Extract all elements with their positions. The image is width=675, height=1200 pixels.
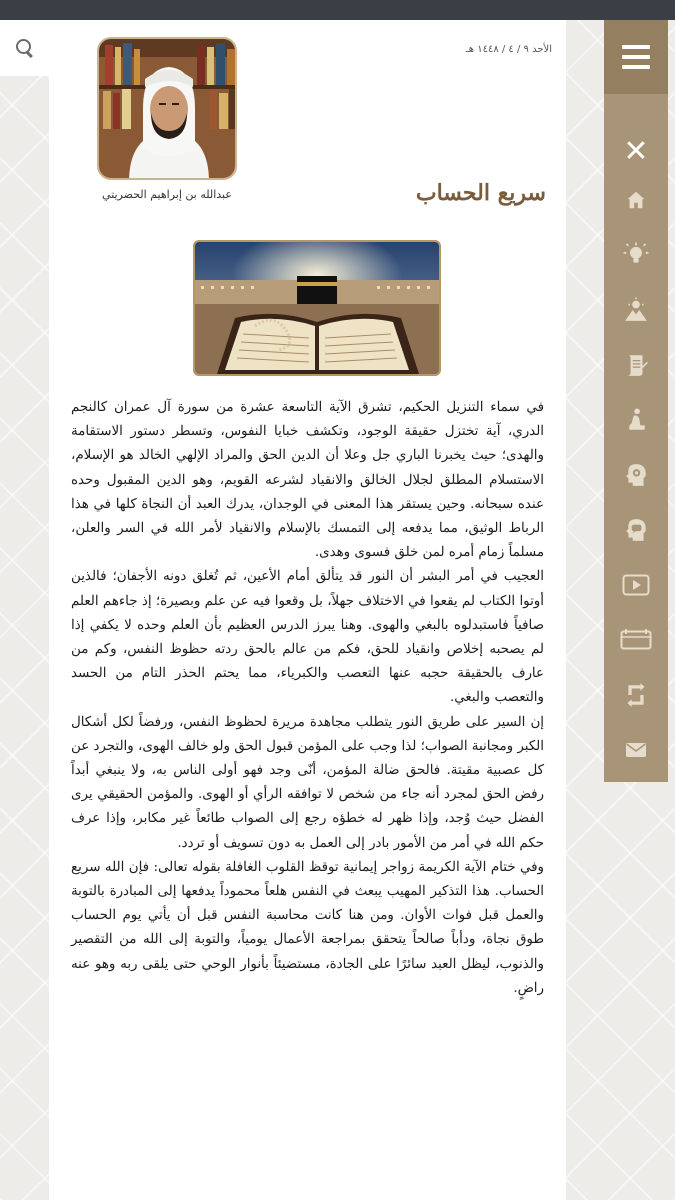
article-paragraph: إن السير على طريق النور يتطلب مجاهدة مريرة لحظوظ النفس، ورفضاً لكل أشكال الكبر ومجانبة الصواب؛ لذا وجب على المؤمن قبول الحق ولو خالف الهوى، والتجرد عن كل عصبية مقيتة. فالحق ضالة المؤمن، أنّى وجد فهو أولى الناس به، ولا ينبغي أبداً رفض الحق لمجرد أنه جاء من شخص لا توافقه الرأي أو الهوى. والمؤمن الحقيقي يرى الفضل حيث وُجد، وإذا ظهر له خطؤه رجع إلى الصواب طائعاً غير مكابر، وإذا عرف حكم الله في أمر من الأمور بادر إلى العمل به دون تسويف أو تردد. bbox=[71, 714, 544, 851]
menu-item-worship[interactable] bbox=[604, 400, 668, 440]
menu-item-ideas[interactable] bbox=[604, 235, 668, 275]
head-gear-icon bbox=[623, 462, 649, 488]
author-name: عبدالله بن إبراهيم الحضريتي bbox=[102, 188, 232, 201]
scroll-icon bbox=[623, 352, 649, 378]
article-paragraph: وفي ختام الآية الكريمة زواجر إيمانية توقظ القلوب الغافلة بقوله تعالى: فإن الله سريع الحساب. هذا التذكير المهيب يبعث في النفس هلعاً محموداً يدفعها إلى المبادرة بالتوبة والعمل قبل فوات الأوان. ومن هنا كانت محاسبة النفس قبل أن يأتي يوم الحساب طوق نجاة، ودأباً صالحاً يتحقق بمراجعة الأعمال يومياً، والتوبة إلى الله من التقصير والذنوب، ليظل العبد سائرًا على الجادة، مستضيئاً بأنوار الوحي حتى يلقى ربه وهو عنه راضٍ. bbox=[71, 859, 544, 996]
menu-item-contact[interactable] bbox=[604, 730, 668, 770]
menu-item-articles[interactable] bbox=[604, 345, 668, 385]
close-menu-button[interactable] bbox=[604, 132, 668, 172]
article-date: الأحد ٩ / ٤ / ١٤٤٨ هـ bbox=[465, 44, 552, 55]
sync-icon bbox=[623, 682, 649, 708]
status-bar bbox=[0, 0, 675, 20]
play-video-icon bbox=[622, 573, 650, 597]
lightbulb-icon bbox=[623, 242, 649, 268]
mail-icon bbox=[624, 740, 648, 760]
menu-item-home[interactable] bbox=[604, 180, 668, 220]
article-title: سريع الحساب bbox=[415, 180, 546, 206]
menu-item-events[interactable] bbox=[604, 620, 668, 660]
ticket-icon bbox=[620, 628, 652, 652]
head-speech-icon bbox=[623, 517, 649, 543]
menu-item-discussion[interactable] bbox=[604, 510, 668, 550]
burger-menu-icon bbox=[622, 45, 650, 69]
article-paragraph: العجيب في أمر البشر أن النور قد يتألق أمام الأعين، ثم تُغلق دونه الأجفان؛ فالذين أوتوا الكتاب لم يقعوا في الاختلاف جهلاً، بل وقعوا فيه عن علم وبصيرة؛ إذ جاءهم العلم صافياً فاستبدلوه بالبغي والهوى. وهنا يبرز الدرس العظيم بأن العلم وحده لا يكفي إذا لم يصحبه إخلاص وانقياد للحق، فكم من عالم بالحق ردته حظوظ النفس، وكم من عارف بالحقيقة حجبه عنها التعصب والكبرياء، مما يحتم الحذر التام من الحسد والتعصب والبغي. bbox=[71, 569, 544, 706]
search-icon bbox=[15, 38, 35, 58]
menu-item-sync[interactable] bbox=[604, 675, 668, 715]
article-paragraph: في سماء التنزيل الحكيم، تشرق الآية التاسعة عشرة من سورة آل عمران كالنجم الدري، آية تختزل حقيقة الوجود، وتكشف خبايا النفوس، وتسطر دستور الاستقامة والهدى؛ حيث يخبرنا الباري جل وعلا أن الدين الحق والمراد الإلهي الخالد هو الإسلام، الاستسلام المطلق لجلال الخالق والانقياد لشرعه القويم، وهو الدين المقبول وحده عنده سبحانه. وحين يستقر هذا المعنى في الوجدان، يدرك العبد أن النجاة كلها في هذا الرباط الوثيق، مما يدفعه إلى التمسك بالإسلام والانقياد لأمر الله في السر والعلن، مسلماً زمام أمره لمن خلق فسوى وهدى. bbox=[71, 400, 544, 561]
kaaba-quran-image bbox=[193, 240, 441, 376]
praying-person-icon bbox=[623, 407, 649, 433]
article-panel bbox=[49, 20, 566, 1200]
search-button[interactable] bbox=[0, 20, 49, 76]
menu-item-reflections[interactable] bbox=[604, 290, 668, 330]
menu-item-videos[interactable] bbox=[604, 565, 668, 605]
article-body bbox=[71, 396, 544, 1001]
menu-toggle-button[interactable] bbox=[604, 20, 668, 94]
home-icon bbox=[625, 189, 647, 211]
mountain-sun-icon bbox=[623, 297, 649, 323]
author-photo bbox=[97, 37, 237, 180]
side-menu bbox=[604, 20, 668, 782]
menu-item-thinking[interactable] bbox=[604, 455, 668, 495]
close-icon: ✕ bbox=[623, 134, 649, 169]
